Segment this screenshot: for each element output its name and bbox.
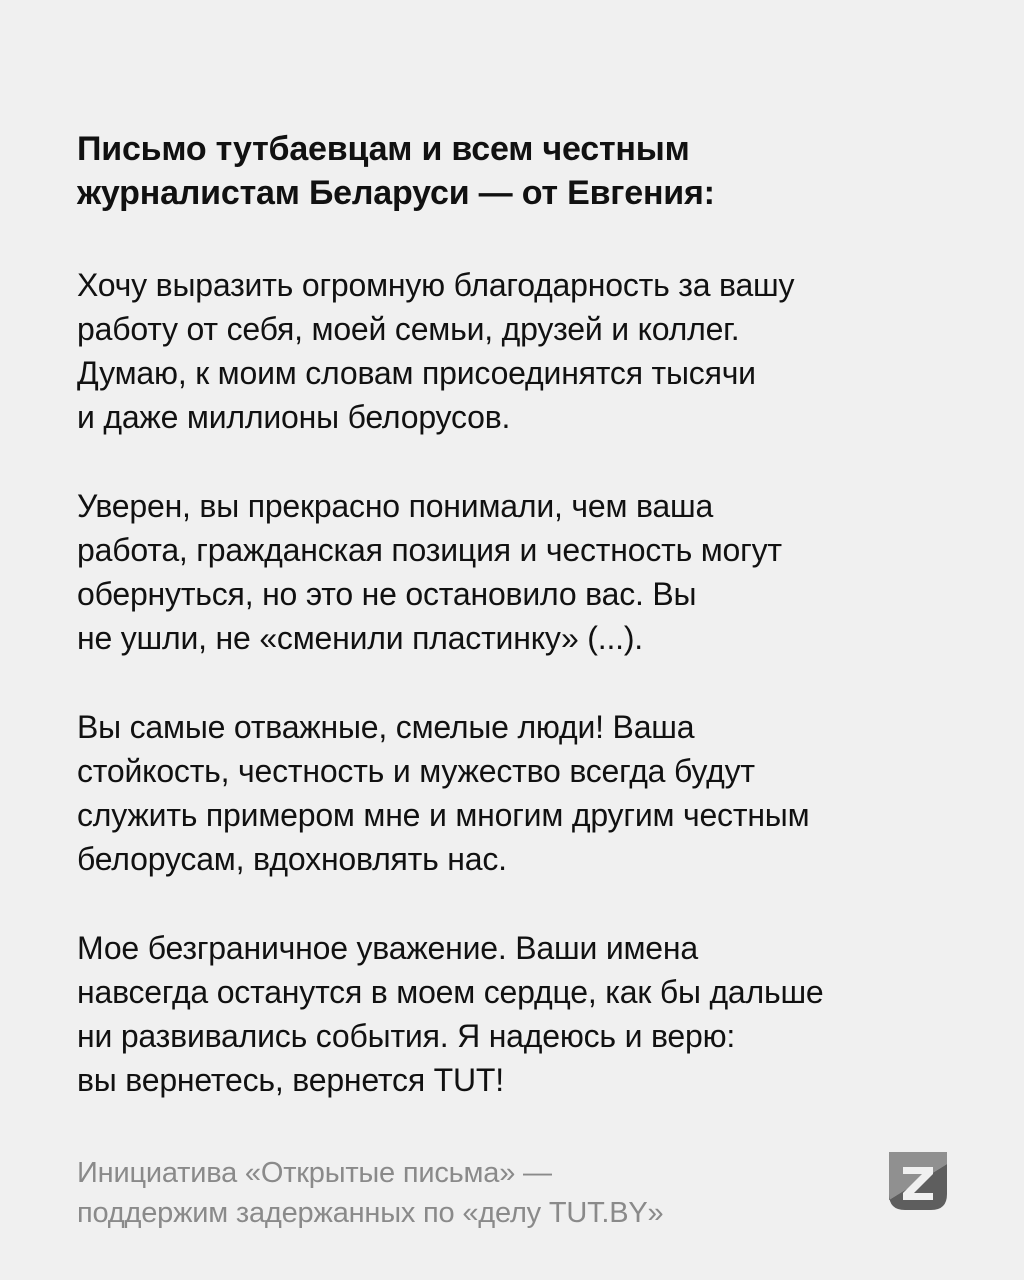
paragraph-line: Уверен, вы прекрасно понимали, чем ваша [77, 488, 714, 524]
paragraph-line: Хочу выразить огромную благодарность за вашу [77, 267, 795, 303]
paragraph-line: навсегда останутся в моем сердце, как бы дальше [77, 974, 824, 1010]
initiative-footer [77, 1153, 663, 1233]
letter-content [77, 127, 977, 1102]
paragraph-line: ни развивались события. Я надеюсь и верю: [77, 1018, 736, 1054]
paragraph-line: стойкость, честность и мужество всегда будут [77, 753, 755, 789]
letter-paragraph [77, 705, 977, 881]
letter-title [77, 127, 977, 215]
paragraph-line: Мое безграничное уважение. Ваши имена [77, 930, 698, 966]
footer-line: поддержим задержанных по «делу TUT.BY» [77, 1197, 664, 1229]
paragraph-line: служить примером мне и многим другим честным [77, 797, 810, 833]
footer-line: Инициатива «Открытые письма» — [77, 1157, 552, 1189]
letter-paragraph [77, 263, 977, 439]
zerkalo-z-shield-icon [887, 1150, 949, 1212]
paragraph-line: вы вернетесь, вернется TUT! [77, 1062, 504, 1098]
title-line: журналистам Беларуси — от Евгения: [77, 174, 715, 212]
letter-paragraph [77, 484, 977, 660]
paragraph-line: Вы самые отважные, смелые люди! Ваша [77, 709, 695, 745]
paragraph-line: не ушли, не «сменили пластинку» (...). [77, 620, 643, 656]
letter-paragraph [77, 926, 977, 1102]
title-line: Письмо тутбаевцам и всем честным [77, 130, 690, 168]
paragraph-line: Думаю, к моим словам присоединятся тысячи [77, 355, 756, 391]
paragraph-line: работу от себя, моей семьи, друзей и коллег. [77, 311, 740, 347]
paragraph-line: и даже миллионы белорусов. [77, 399, 511, 435]
paragraph-line: обернуться, но это не остановило вас. Вы [77, 576, 697, 612]
paragraph-line: белорусам, вдохновлять нас. [77, 841, 507, 877]
paragraph-line: работа, гражданская позиция и честность могут [77, 532, 782, 568]
